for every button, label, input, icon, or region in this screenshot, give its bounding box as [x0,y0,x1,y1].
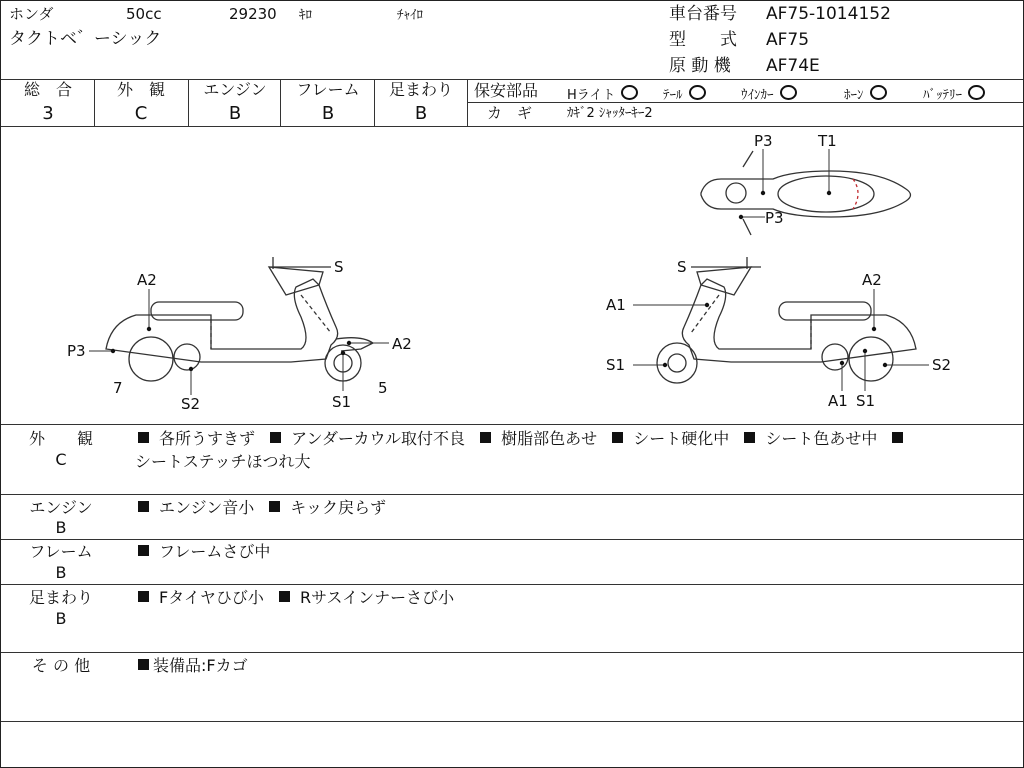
diagram-label: S2 [181,395,201,413]
bullet-icon [269,501,280,512]
note-line: シートステッチほつれ大 [135,452,311,471]
safety-item: ﾊﾞｯﾃﾘｰ [923,85,985,102]
diagram-label: A1 [606,296,626,314]
bullet-icon [138,432,149,443]
bullet-icon [279,591,290,602]
diagram-label: S1 [856,392,876,410]
damage-diagram [1,127,1023,424]
section-label-exterior: 外 観 [28,429,93,448]
key-label: カ ギ [487,104,533,122]
diagram-label: A2 [862,271,882,289]
note-line: エンジン音小 キック戻らず [138,500,386,516]
frame-no-label: 車台番号 [669,4,737,24]
bullet-icon [138,501,149,512]
diagram-label: 7 [113,379,123,397]
diagram-label: P3 [765,209,784,227]
bullet-icon [744,432,755,443]
diagram-label: T1 [818,132,837,150]
section-grade-frame: B [55,563,67,582]
divider [1,652,1023,653]
diagram-label: A1 [828,392,848,410]
grade-overall: 3 [42,103,54,124]
safety-item: ﾃｰﾙ [663,85,706,102]
mileage-unit: ｷﾛ [299,8,312,23]
type-value: AF75 [766,30,810,50]
diagram-label: S2 [932,356,952,374]
safety-item: ﾎｰﾝ [844,85,887,102]
grade-suspension: B [414,103,428,124]
section-grade-exterior: C [55,450,67,469]
diagram-label: 5 [378,379,388,397]
grade-engine: B [228,103,242,124]
engine-value: AF74E [766,56,820,76]
ok-mark-icon [968,85,985,100]
safety-label: 保安部品 [474,81,539,100]
ok-mark-icon [870,85,887,100]
bullet-icon [138,591,149,602]
grade-label-suspension: 足まわり [388,80,453,99]
diagram-label: P3 [754,132,773,150]
divider [1,721,1023,722]
grade-frame: B [321,103,335,124]
bullet-icon [612,432,623,443]
grade-label-exterior: 外 観 [116,80,165,99]
ok-mark-icon [689,85,706,100]
bullet-icon [138,659,149,670]
bullet-icon [270,432,281,443]
section-label-other: そ の 他 [31,656,91,675]
bullet-icon [138,545,149,556]
color: ﾁｬｲﾛ [397,8,423,23]
model-name: タクトベ゛ーシック [9,29,162,49]
safety-item: ｳｲﾝｶｰ [741,85,797,102]
key-value: ｶｷﾞ2 ｼｬｯﾀｰｷｰ2 [567,106,653,121]
note-line: フレームさび中 [138,544,270,560]
divider [1,494,1023,495]
safety-item: Hライト [567,85,638,102]
ok-mark-icon [621,85,638,100]
displacement: 50cc [126,5,162,23]
diagram-label: A2 [392,335,412,353]
section-grade-engine: B [55,518,67,537]
grade-label-frame: フレーム [296,80,360,99]
ok-mark-icon [780,85,797,100]
leader-lines [89,149,929,395]
scooter-top-drawing [701,151,911,235]
diagram-label: S1 [606,356,626,374]
engine-label: 原 動 機 [669,56,731,76]
section-label-suspension: 足まわり [28,588,93,607]
section-label-engine: エンジン [29,498,93,517]
grade-exterior: C [134,103,148,124]
diagram-label: P3 [67,342,86,360]
note-line: 装備品:Fカゴ [138,658,248,674]
diagram-label: S [677,258,687,276]
divider [1,584,1023,585]
diagram-label: A2 [137,271,157,289]
section-grade-suspension: B [55,609,67,628]
diagram-label: S [334,258,344,276]
diagram-label: S1 [332,393,352,411]
section-label-frame: フレーム [29,542,93,561]
maker: ホンダ [9,5,54,23]
grade-label-overall: 総 合 [23,80,72,99]
mileage: 29230 [229,5,277,23]
bullet-icon [480,432,491,443]
note-line: Fタイヤひび小 Rサスインナーさび小 [138,590,454,606]
type-label: 型 式 [669,30,737,50]
divider [1,424,1023,425]
bullet-icon [892,432,903,443]
divider [1,539,1023,540]
frame-no: AF75-1014152 [766,4,891,24]
note-line: 各所うすきず アンダーカウル取付不良 樹脂部色あせ シート硬化中 シート色あせ中 [138,431,913,447]
divider [467,79,468,126]
grade-label-engine: エンジン [203,80,267,99]
